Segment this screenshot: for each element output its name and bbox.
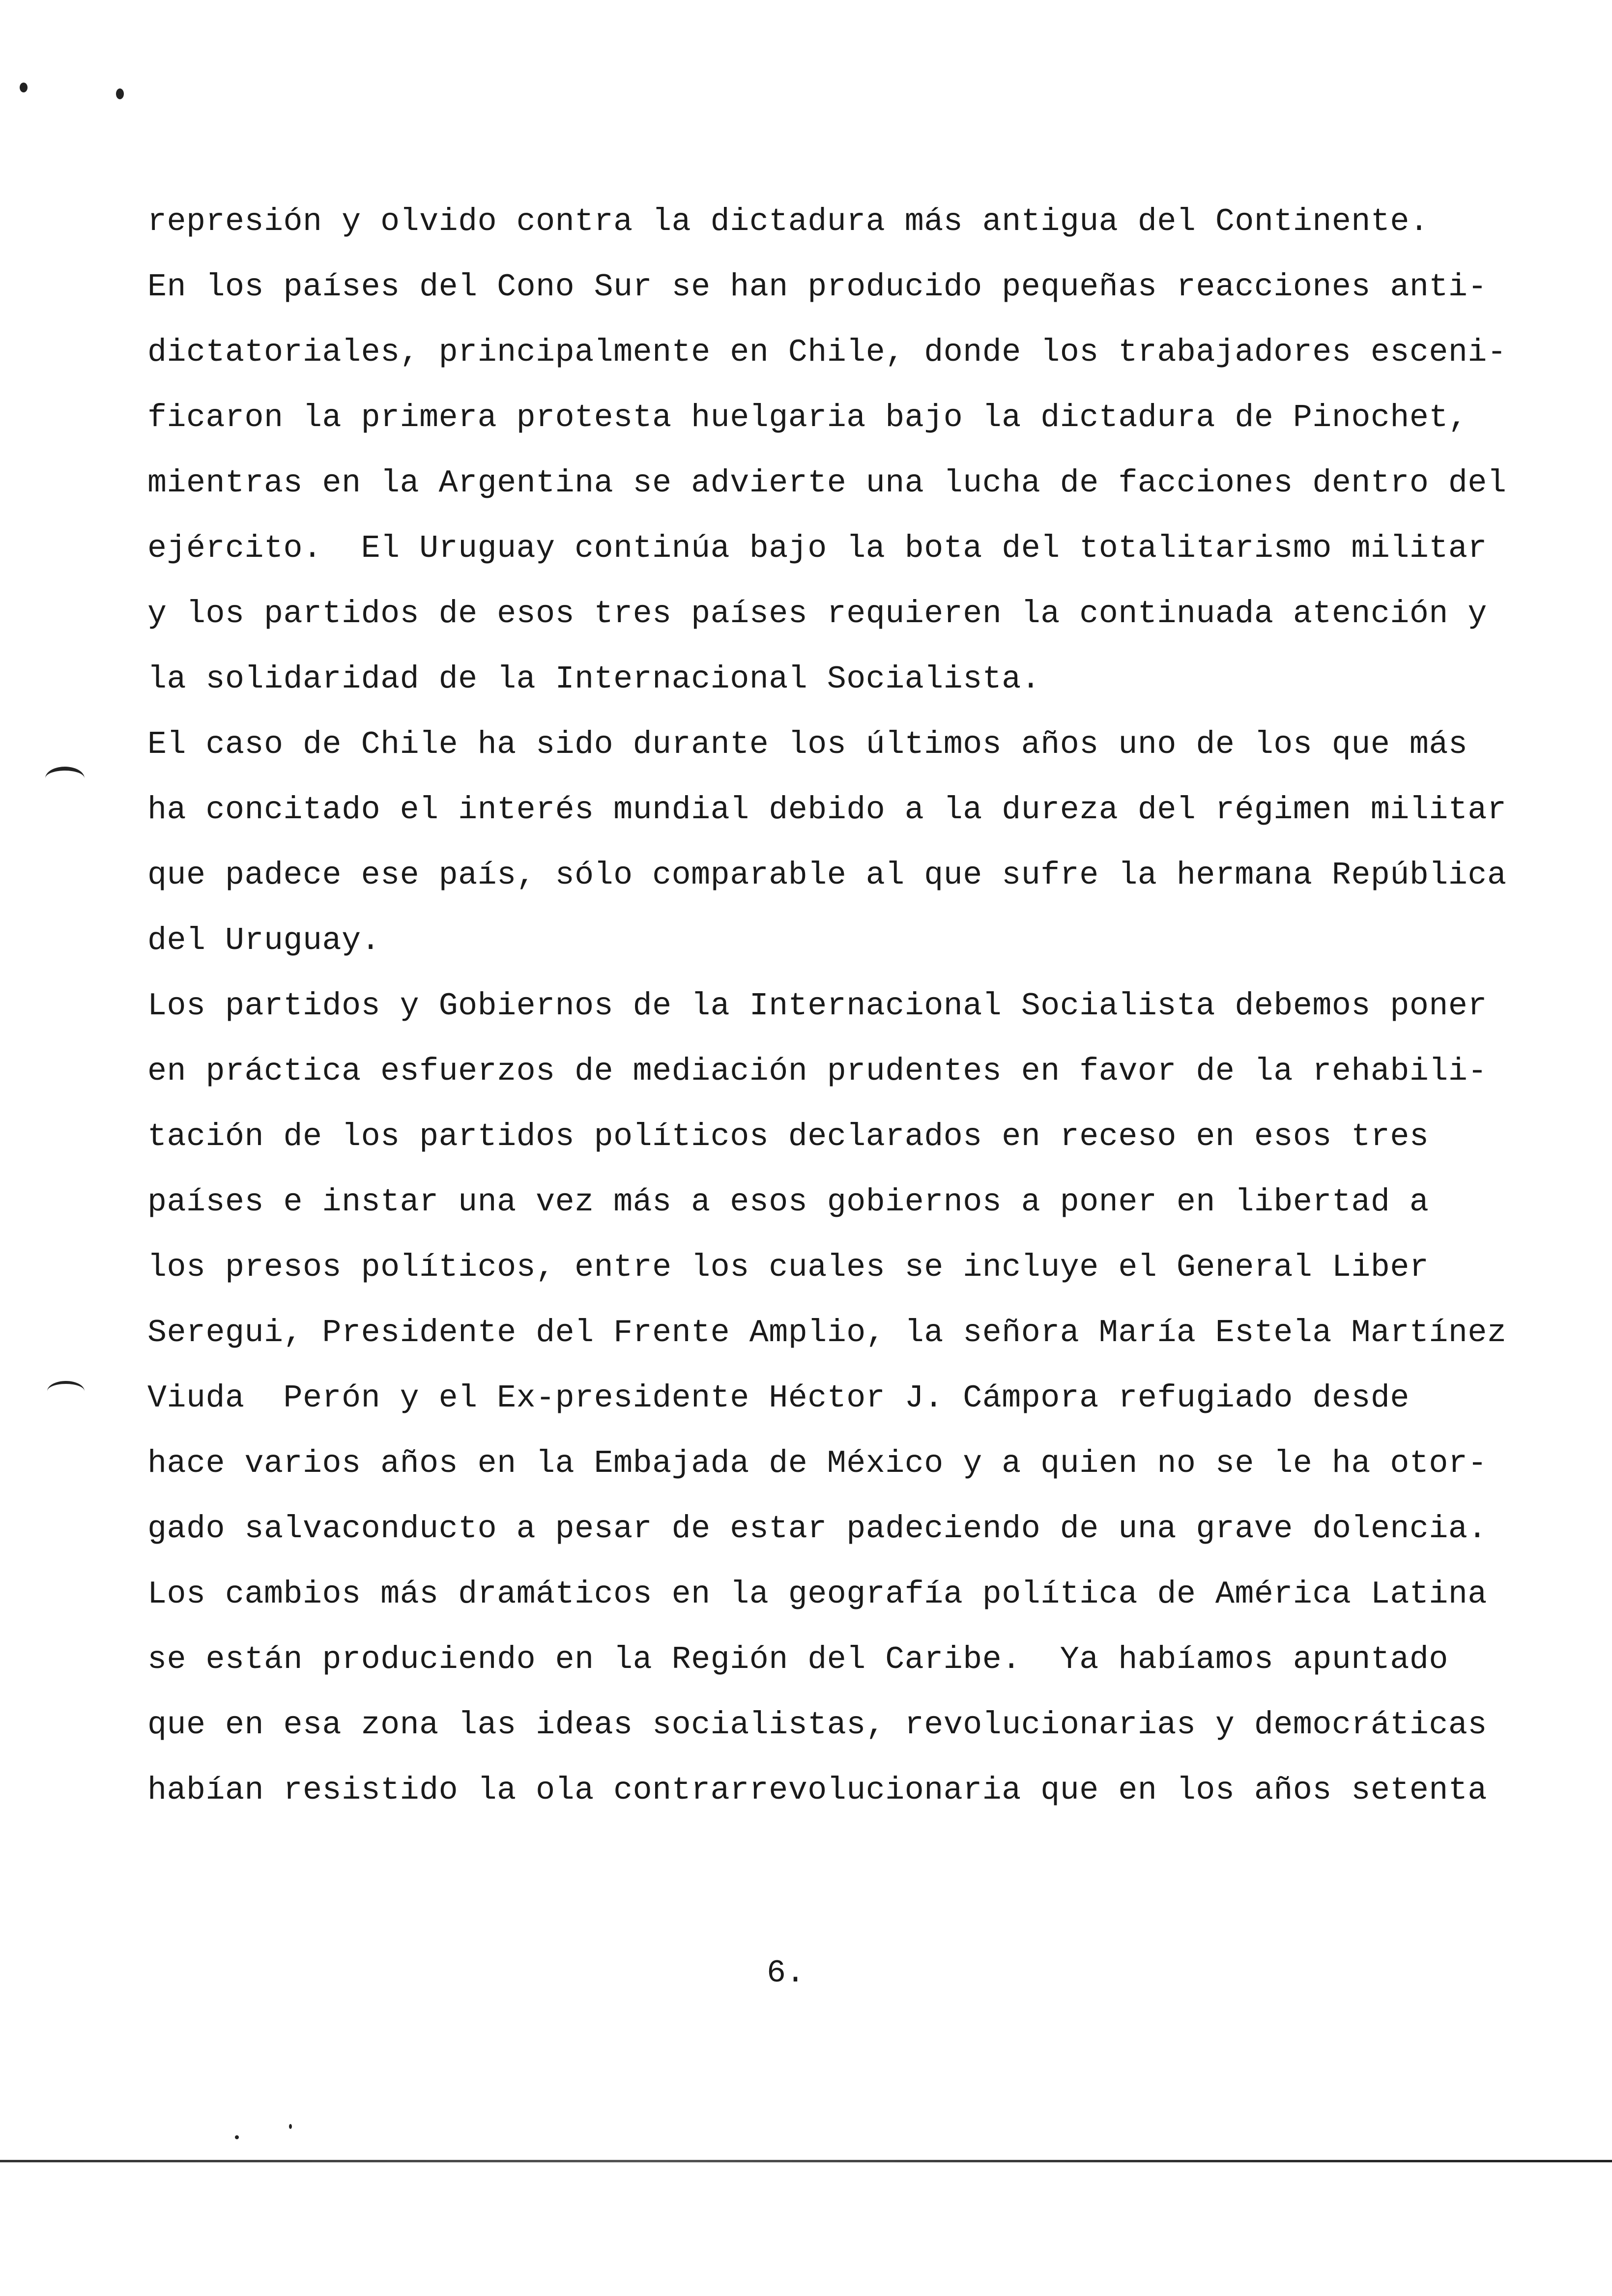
- margin-punch-mark: [47, 1381, 85, 1402]
- text-line: ejército. El Uruguay continúa bajo la bota del totalitarismo militar: [147, 530, 1487, 567]
- text-line: tación de los partidos políticos declarados en receso en esos tres: [147, 1119, 1429, 1155]
- margin-punch-mark: [45, 767, 85, 790]
- text-line: dictatoriales, principalmente en Chile, donde los trabajadores esceni-: [147, 334, 1507, 371]
- text-line: Los cambios más dramáticos en la geografía política de América Latina: [147, 1576, 1487, 1612]
- scan-speck: [235, 2135, 239, 2139]
- text-line: Viuda Perón y el Ex-presidente Héctor J. Cámpora refugiado desde: [147, 1380, 1410, 1416]
- text-line: habían resistido la ola contrarrevolucionaria que en los años setenta: [147, 1772, 1487, 1808]
- text-line: los presos políticos, entre los cuales se incluye el General Liber: [147, 1249, 1429, 1286]
- body-text: [147, 189, 1573, 1823]
- page-number: 6.: [767, 1955, 806, 1991]
- text-line: que padece ese país, sólo comparable al que sufre la hermana República: [147, 857, 1507, 893]
- text-line: ha concitado el interés mundial debido a la dureza del régimen militar: [147, 792, 1507, 828]
- scan-speck: [20, 83, 28, 92]
- text-line: y los partidos de esos tres países requieren la continuada atención y: [147, 596, 1487, 632]
- text-line: Los partidos y Gobiernos de la Internacional Socialista debemos poner: [147, 988, 1487, 1024]
- text-line: se están produciendo en la Región del Caribe. Ya habíamos apuntado: [147, 1641, 1448, 1678]
- scan-speck: [116, 88, 124, 99]
- text-line: del Uruguay.: [147, 922, 381, 959]
- text-line: mientras en la Argentina se advierte una lucha de facciones dentro del: [147, 465, 1507, 501]
- text-line: la solidaridad de la Internacional Socialista.: [147, 661, 1041, 697]
- text-line: en práctica esfuerzos de mediación prudentes en favor de la rehabili-: [147, 1053, 1487, 1090]
- text-line: Seregui, Presidente del Frente Amplio, la señora María Estela Martínez: [147, 1315, 1507, 1351]
- text-line: represión y olvido contra la dictadura más antigua del Continente.: [147, 203, 1429, 240]
- text-line: gado salvaconducto a pesar de estar padeciendo de una grave dolencia.: [147, 1511, 1487, 1547]
- scan-speck: [289, 2124, 292, 2129]
- text-line: ficaron la primera protesta huelgaria bajo la dictadura de Pinochet,: [147, 400, 1468, 436]
- text-line: hace varios años en la Embajada de México y a quien no se le ha otor-: [147, 1445, 1487, 1482]
- text-line: El caso de Chile ha sido durante los últimos años uno de los que más: [147, 726, 1468, 763]
- text-line: En los países del Cono Sur se han producido pequeñas reacciones anti-: [147, 269, 1487, 305]
- text-line: países e instar una vez más a esos gobiernos a poner en libertad a: [147, 1184, 1429, 1220]
- scan-edge-rule: [0, 2160, 1612, 2162]
- text-line: que en esa zona las ideas socialistas, revolucionarias y democráticas: [147, 1707, 1487, 1743]
